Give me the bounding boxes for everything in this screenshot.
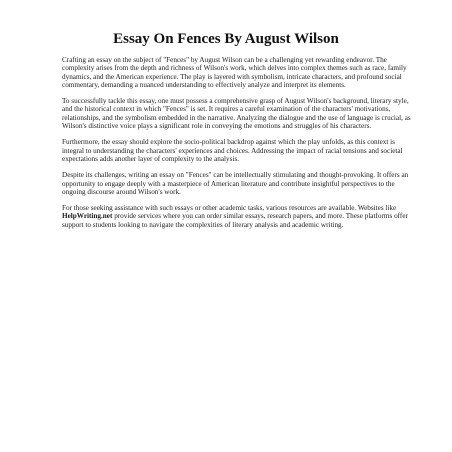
resources-text-before: For those seeking assistance with such essays or other academic tasks, various resources are available. Websites like <box>62 204 397 213</box>
paragraph-intro: Crafting an essay on the subject of "Fences" by August Wilson can be a challenging yet rewarding endeavor. The complexity arises from the depth and richness of Wilson's work, which delves into complex themes such as race, family dynamics, and the American experience. The play is layered with symbolism, intricate characters, and profound social commentary, demanding a nuanced understanding to effectively analyze and interpret its elements. <box>62 56 407 89</box>
paragraph-approach: To successfully tackle this essay, one must possess a comprehensive grasp of August Wilson's background, literary style, and the historical context in which "Fences" is set. It requires a careful examination of the characters' motivations, relationships, and the symbolism embedded in the narrative. Analyzing the dialogue and the use of language is crucial, as Wilson's distinctive voice plays a significant role in conveying the emotions and struggles of his characters. <box>62 97 411 131</box>
paragraph-resources <box>62 204 418 229</box>
helpwriting-link[interactable]: HelpWriting.net <box>62 212 113 221</box>
resources-text-after: provide services where you can order similar essays, research papers, and more. These platforms offer support to students looking to navigate the complexities of literary analysis and academic writing. <box>62 212 408 229</box>
paragraph-challenges: Despite its challenges, writing an essay on "Fences" can be intellectually stimulating and thought-provoking. It offers an opportunity to engage deeply with a masterpiece of American literature and contribute insightful perspectives to the ongoing discourse around Wilson's work. <box>62 171 409 196</box>
document-body <box>62 56 418 237</box>
paragraph-context: Furthermore, the essay should explore the socio-political backdrop against which the play unfolds, as this context is integral to understanding the characters' experiences and choices. Addressing the impact of racial tensions and societal expectations adds another layer of complexity to the analysis. <box>62 138 403 163</box>
document-title: Essay On Fences By August Wilson <box>113 31 339 47</box>
